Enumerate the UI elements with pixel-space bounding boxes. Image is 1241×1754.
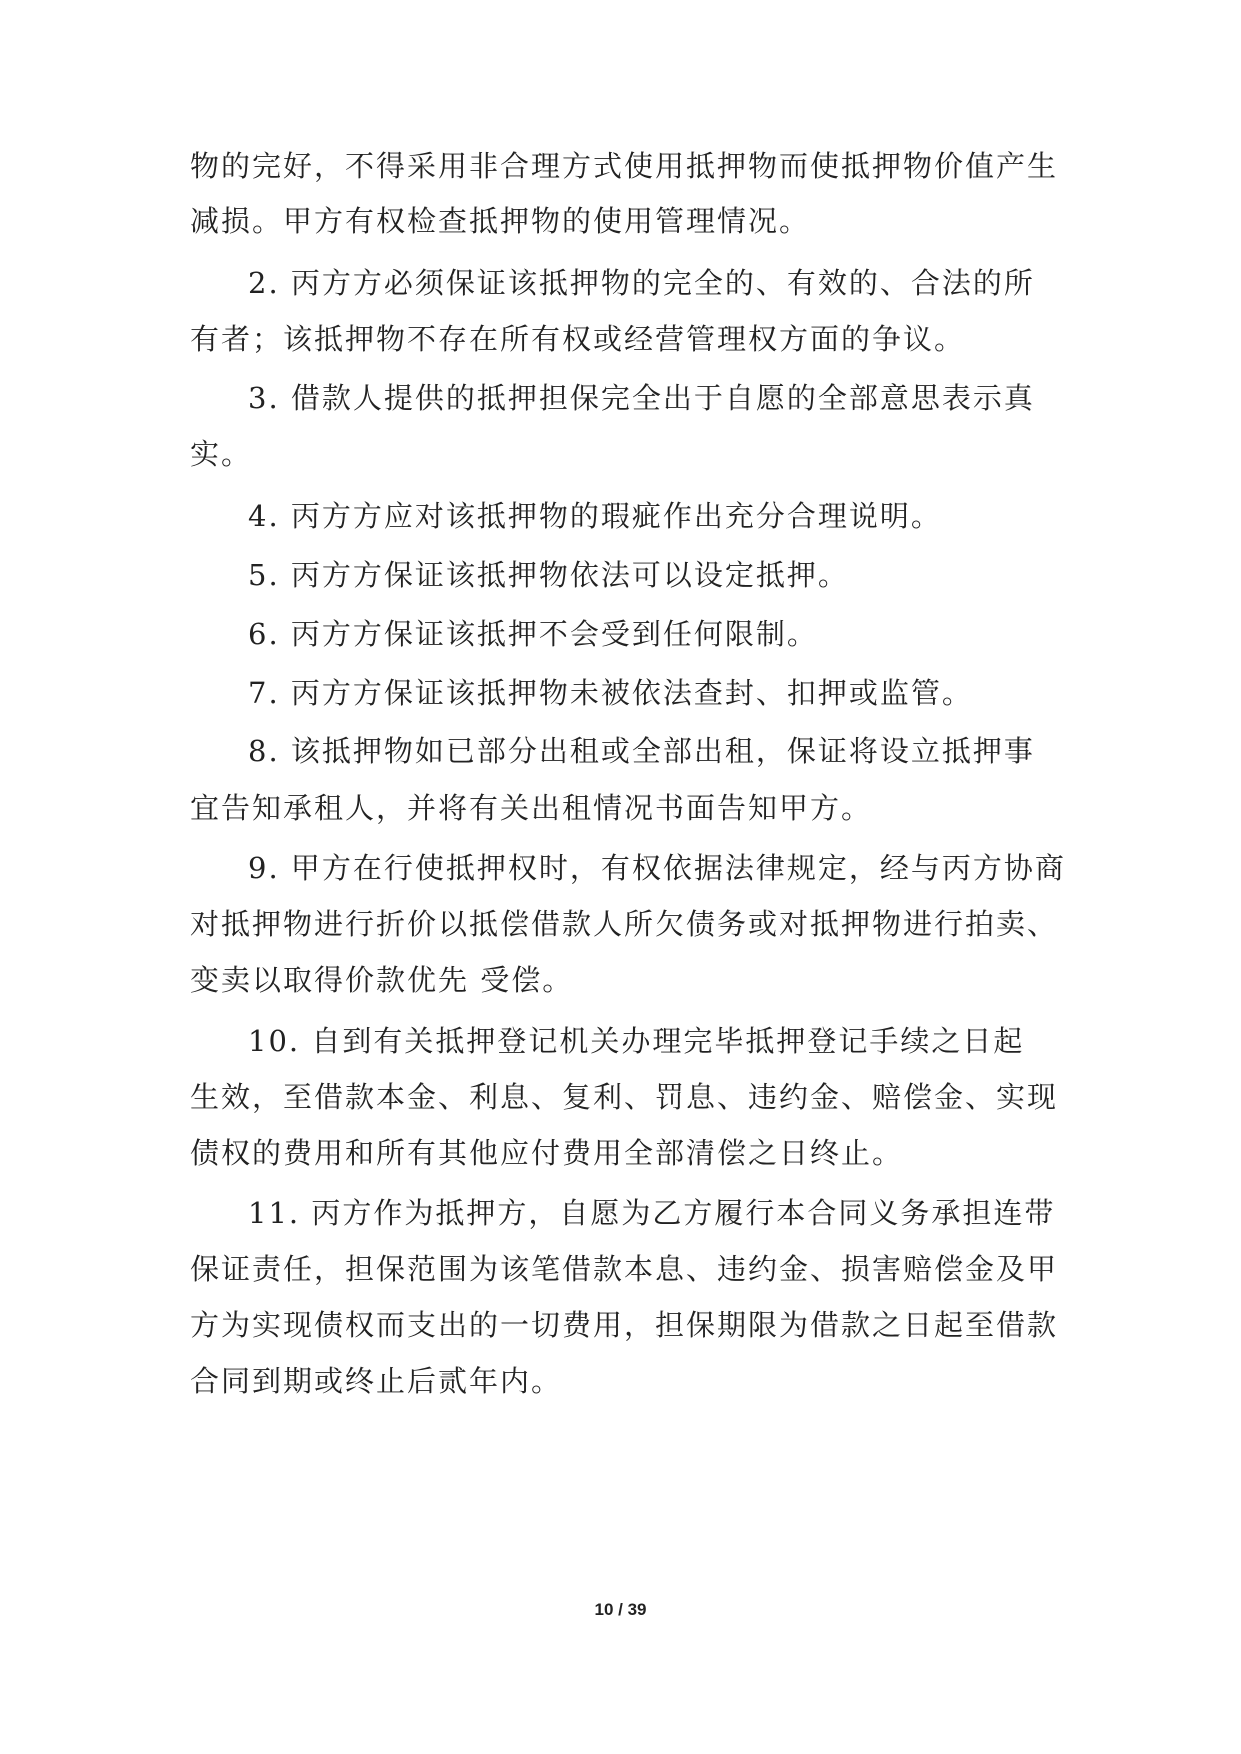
paragraph-line: 生效，至借款本金、利息、复利、罚息、违约金、赔偿金、实现: [190, 1080, 1059, 1114]
paragraph-line: 10. 自到有关抵押登记机关办理完毕抵押登记手续之日起: [248, 1024, 1025, 1058]
paragraph-line: 2. 丙方方必须保证该抵押物的完全的、有效的、合法的所: [248, 266, 1035, 300]
paragraph-line: 方为实现债权而支出的一切费用，担保期限为借款之日起至借款: [190, 1308, 1059, 1342]
paragraph-line: 减损。甲方有权检查抵押物的使用管理情况。: [190, 204, 811, 238]
paragraph-line: 8. 该抵押物如已部分出租或全部出租，保证将设立抵押事: [248, 734, 1035, 768]
paragraph-line: 5. 丙方方保证该抵押物依法可以设定抵押。: [248, 558, 849, 592]
page-number: 10 / 39: [594, 1600, 647, 1619]
paragraph-line: 3. 借款人提供的抵押担保完全出于自愿的全部意思表示真: [248, 381, 1035, 415]
paragraph-line: 有者；该抵押物不存在所有权或经营管理权方面的争议。: [190, 322, 966, 356]
paragraph-line: 变卖以取得价款优先 受偿。: [190, 963, 574, 997]
paragraph-line: 物的完好，不得采用非合理方式使用抵押物而使抵押物价值产生: [190, 149, 1059, 183]
paragraph-line: 实。: [190, 437, 253, 471]
paragraph-line: 债权的费用和所有其他应付费用全部清偿之日终止。: [190, 1136, 904, 1170]
paragraph-line: 4. 丙方方应对该抵押物的瑕疵作出充分合理说明。: [248, 499, 942, 533]
paragraph-line: 宜告知承租人，并将有关出租情况书面告知甲方。: [190, 791, 873, 825]
paragraph-line: 7. 丙方方保证该抵押物未被依法查封、扣押或监管。: [248, 676, 973, 710]
paragraph-line: 11. 丙方作为抵押方，自愿为乙方履行本合同义务承担连带: [248, 1196, 1056, 1230]
paragraph-line: 6. 丙方方保证该抵押不会受到任何限制。: [248, 617, 818, 651]
paragraph-line: 9. 甲方在行使抵押权时，有权依据法律规定，经与丙方协商: [248, 851, 1066, 885]
paragraph-line: 合同到期或终止后贰年内。: [190, 1364, 563, 1398]
paragraph-line: 保证责任，担保范围为该笔借款本息、违约金、损害赔偿金及甲: [190, 1252, 1059, 1286]
paragraph-line: 对抵押物进行折价以抵偿借款人所欠债务或对抵押物进行拍卖、: [190, 907, 1059, 941]
